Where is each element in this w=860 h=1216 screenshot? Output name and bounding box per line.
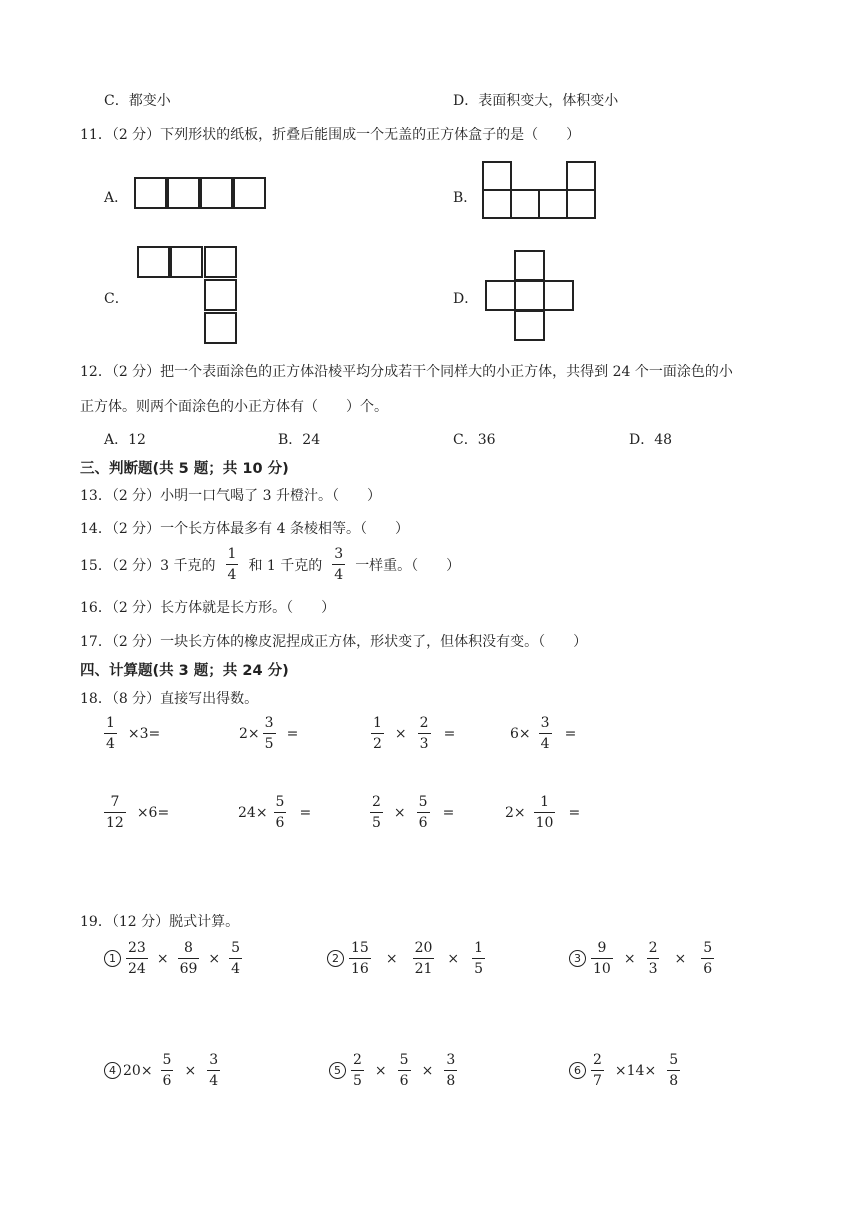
q12-option-d: D．48 [629, 432, 673, 448]
q17: 17．（2 分）一块长方体的橡皮泥捏成正方体，形状变了，但体积没有变。（ ） [80, 634, 588, 650]
q19-problem-4: 4 20× $\frac{5}{6}$ × $\frac{3}{4}$ [104, 1053, 223, 1088]
q11-label-c: C． [104, 291, 129, 307]
q19-problem-2: 2 $\frac{15}{16}$ × $\frac{20}{21}$ × $\frac{1}{5}$ [327, 941, 488, 976]
q11-stem: 11．（2 分）下列形状的纸板，折叠后能围成一个无盖的正方体盒子的是（ ） [80, 127, 581, 143]
q12-option-a: A．12 [104, 432, 146, 448]
circled-number-5: 5 [329, 1062, 346, 1079]
q18-expr-7: $\frac{2}{5}$ × $\frac{5}{6}$ = [372, 794, 455, 831]
section-3-heading: 三、判断题(共 5 题；共 10 分) [80, 461, 289, 477]
q12-option-b: B．24 [278, 432, 321, 448]
circled-number-3: 3 [569, 950, 586, 967]
q18-expr-4: 6× $\frac{3}{4}$ = [510, 715, 577, 752]
section-4-heading: 四、计算题(共 3 题；共 24 分) [80, 663, 289, 679]
circled-number-6: 6 [569, 1062, 586, 1079]
q18-expr-5: $\frac{7}{12}$ ×6= [106, 794, 170, 831]
q13: 13．（2 分）小明一口气喝了 3 升橙汁。（ ） [80, 488, 381, 504]
q16: 16．（2 分）长方体就是长方形。（ ） [80, 600, 336, 616]
q11-label-d: D． [453, 291, 479, 307]
q18-expr-3: $\frac{1}{2}$ × $\frac{2}{3}$ = [373, 715, 456, 752]
q10-option-c: C．都变小 [104, 93, 171, 109]
q19-problem-5: 5 $\frac{2}{5}$ × $\frac{5}{6}$ × $\frac{3}{8}$ [329, 1053, 460, 1088]
q18-expr-8: 2× $\frac{1}{10}$ = [505, 794, 581, 831]
q11-label-a: A． [104, 190, 129, 206]
q12-stem-line1: 12．（2 分）把一个表面涂色的正方体沿棱平均分成若干个同样大的小正方体，共得到 24 个一面涂色的小 [80, 364, 733, 380]
q10-option-d: D．表面积变大，体积变小 [453, 93, 619, 109]
q19-stem: 19．（12 分）脱式计算。 [80, 914, 240, 930]
q15: 15．（2 分）3 千克的 $\frac{1}{4}$ 和 1 千克的 $\frac{3}{4}$ 一样重。（ ） [80, 546, 461, 583]
q18-expr-6: 24× $\frac{5}{6}$ = [238, 794, 312, 831]
q19-problem-6: 6 $\frac{2}{7}$ ×14× $\frac{5}{8}$ [569, 1053, 683, 1088]
q12-stem-line2: 正方体。则两个面涂色的小正方体有（ ）个。 [80, 399, 388, 415]
q11-label-b: B． [453, 190, 478, 206]
circled-number-2: 2 [327, 950, 344, 967]
q14: 14．（2 分）一个长方体最多有 4 条棱相等。（ ） [80, 521, 409, 537]
q18-stem: 18．（8 分）直接写出得数。 [80, 691, 259, 707]
q12-option-c: C．36 [453, 432, 496, 448]
q18-expr-2: 2× $\frac{3}{5}$ = [239, 715, 299, 752]
circled-number-1: 1 [104, 950, 121, 967]
q19-problem-1: 1 $\frac{23}{24}$ × $\frac{8}{69}$ × $\frac{5}{4}$ [104, 941, 245, 976]
circled-number-4: 4 [104, 1062, 121, 1079]
q18-expr-1: $\frac{1}{4}$ ×3= [106, 715, 161, 752]
q19-problem-3: 3 $\frac{9}{10}$ × $\frac{2}{3}$ × $\frac{5}{6}$ [569, 941, 717, 976]
